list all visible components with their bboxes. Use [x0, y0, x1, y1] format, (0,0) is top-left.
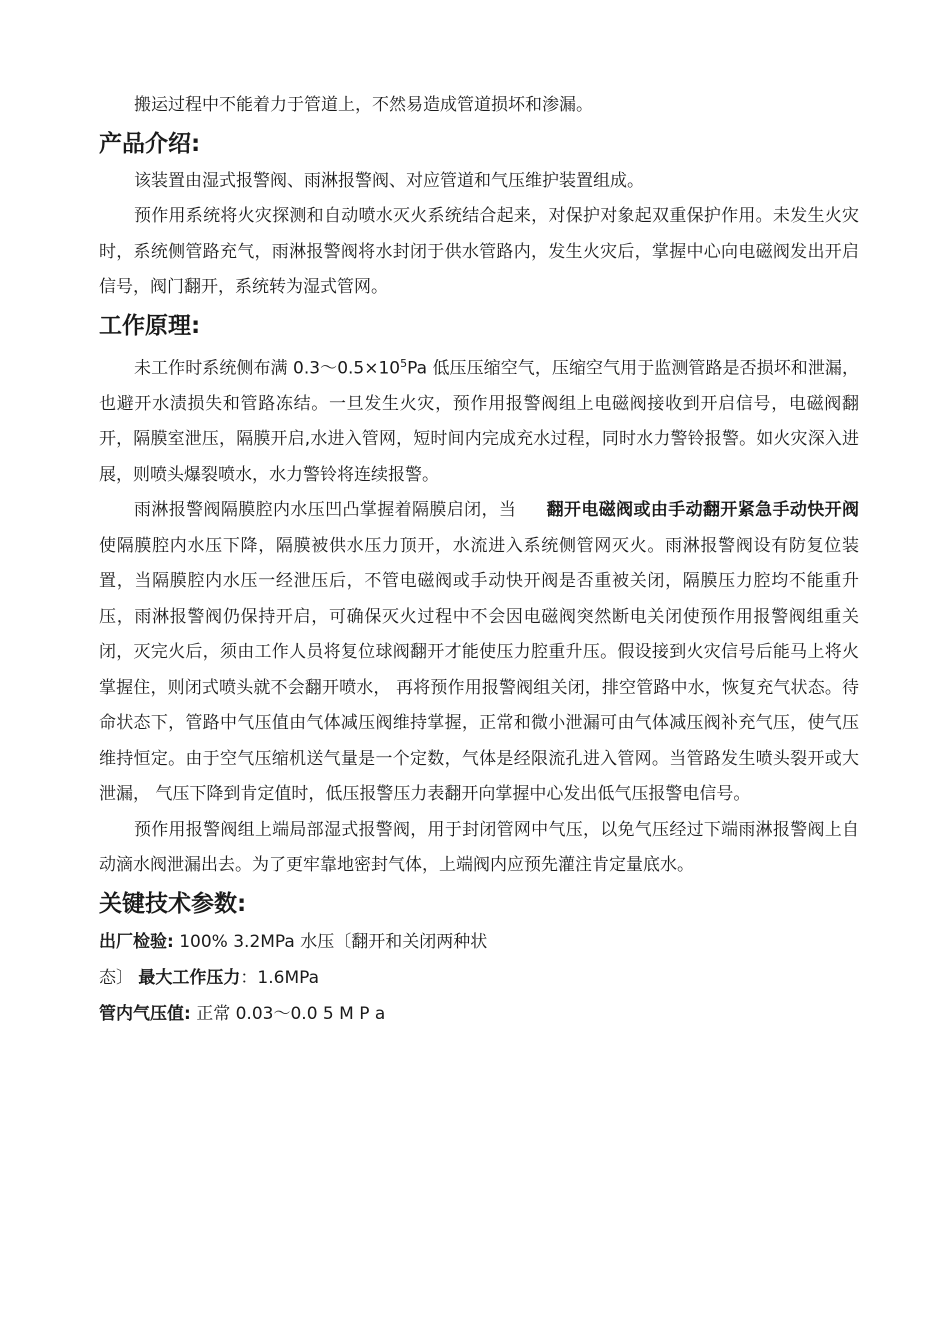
spec-factory-value: 100% 3.2MPa 水压〔翻开和关闭两种状: [173, 931, 488, 952]
spec-max-label: 最大工作压力: [138, 967, 241, 988]
principle-paragraph-3: 预作用报警阀组上端局部湿式报警阀，用于封闭管网中气压，以免气压经过下端雨淋报警阀上自动滴水阀泄漏出去。为了更牢靠地密封气体，上端阀内应预先灌注肯定量底水。: [99, 819, 859, 876]
spec-air-value: 正常 0.03～0.0 5 M P a: [190, 1003, 386, 1024]
principle-p2-text-a: 雨淋报警阀隔膜腔内水压凹凸掌握着隔膜启闭，当: [134, 500, 517, 521]
principle-p1-text-a: 未工作时系统侧布满 0.3～0.5×10: [134, 358, 401, 379]
spec-factory-test: [99, 924, 859, 960]
document-page: [99, 88, 859, 1032]
principle-p1-text-b: Pa 低压压缩空气，压缩空气用于监测管路是否损坏和泄漏，也避开水渍损失和管路冻结。一旦发生火灾，预作用报警阀组上电磁阀接收到开启信号，电磁阀翻开，隔膜室泄压，隔膜开启,水进入管网，短时间内完成充水过程，同时水力警铃报警。如火灾深入进展，则喷头爆裂喷水，水力警铃将连续报警。: [99, 358, 859, 485]
intro-line: 搬运过程中不能着力于管道上，不然易造成管道损坏和渗漏。: [134, 95, 593, 115]
principle-p2-text-b: 使隔膜腔内水压下降，隔膜被供水压力顶开，水流进入系统侧管网灭火。雨淋报警阀设有防复位装置，当隔膜腔内水压一经泄压后，不管电磁阀或手动快开阀是否重被关闭，隔膜压力腔均不能重升压，雨淋报警阀仍保持开启，可确保灭火过程中不会因电磁阀突然断电关闭使预作用报警阀组重关闭，灭完火后，须由工作人员将复位球阀翻开才能使压力腔重升压。假设接到火灾信号后能马上将火掌握住，则闭式喷头就不会翻开喷水， 再将预作用报警阀组关闭，排空管路中水，恢复充气状态。待命状态下，管路中气压值由气体减压阀维持掌握，正常和微小泄漏可由气体减压阀补充气压，使气压维持恒定。由于空气压缩机送气量是一个定数，气体是经限流孔进入管网。当管路发生喷头裂开或大泄漏， 气压下降到肯定值时，低压报警压力表翻开向掌握中心发出低气压报警电信号。: [99, 535, 859, 805]
principle-p2-bold-text: 翻开电磁阀或由手动翻开紧急手动快开阀: [546, 500, 859, 521]
specs-heading: 关键技术参数:: [99, 890, 247, 917]
product-heading: 产品介绍:: [99, 130, 201, 157]
product-paragraph-2: 预作用系统将火灾探测和自动喷水灭火系统结合起来，对保护对象起双重保护作用。未发生火灾时，系统侧管路充气，雨淋报警阀将水封闭于供水管路内，发生火灾后，掌握中心向电磁阀发出开启信号，阀门翻开，系统转为湿式管网。: [99, 206, 859, 297]
spec-max-pressure: [99, 960, 859, 996]
product-paragraph-1: 该装置由湿式报警阀、雨淋报警阀、对应管道和气压维护装置组成。: [134, 170, 644, 191]
principle-p1-superscript: 5: [400, 356, 408, 370]
principle-paragraph-2: [99, 493, 859, 813]
spec-air-pressure: [99, 996, 859, 1032]
spec-air-label: 管内气压值:: [99, 1003, 191, 1024]
spec-factory-value-cont: 态〕: [99, 967, 133, 988]
spec-max-value: ：1.6MPa: [240, 967, 320, 988]
principle-heading: 工作原理:: [99, 312, 201, 339]
principle-paragraph-1: [99, 346, 859, 494]
spec-factory-label: 出厂检验:: [99, 931, 174, 952]
